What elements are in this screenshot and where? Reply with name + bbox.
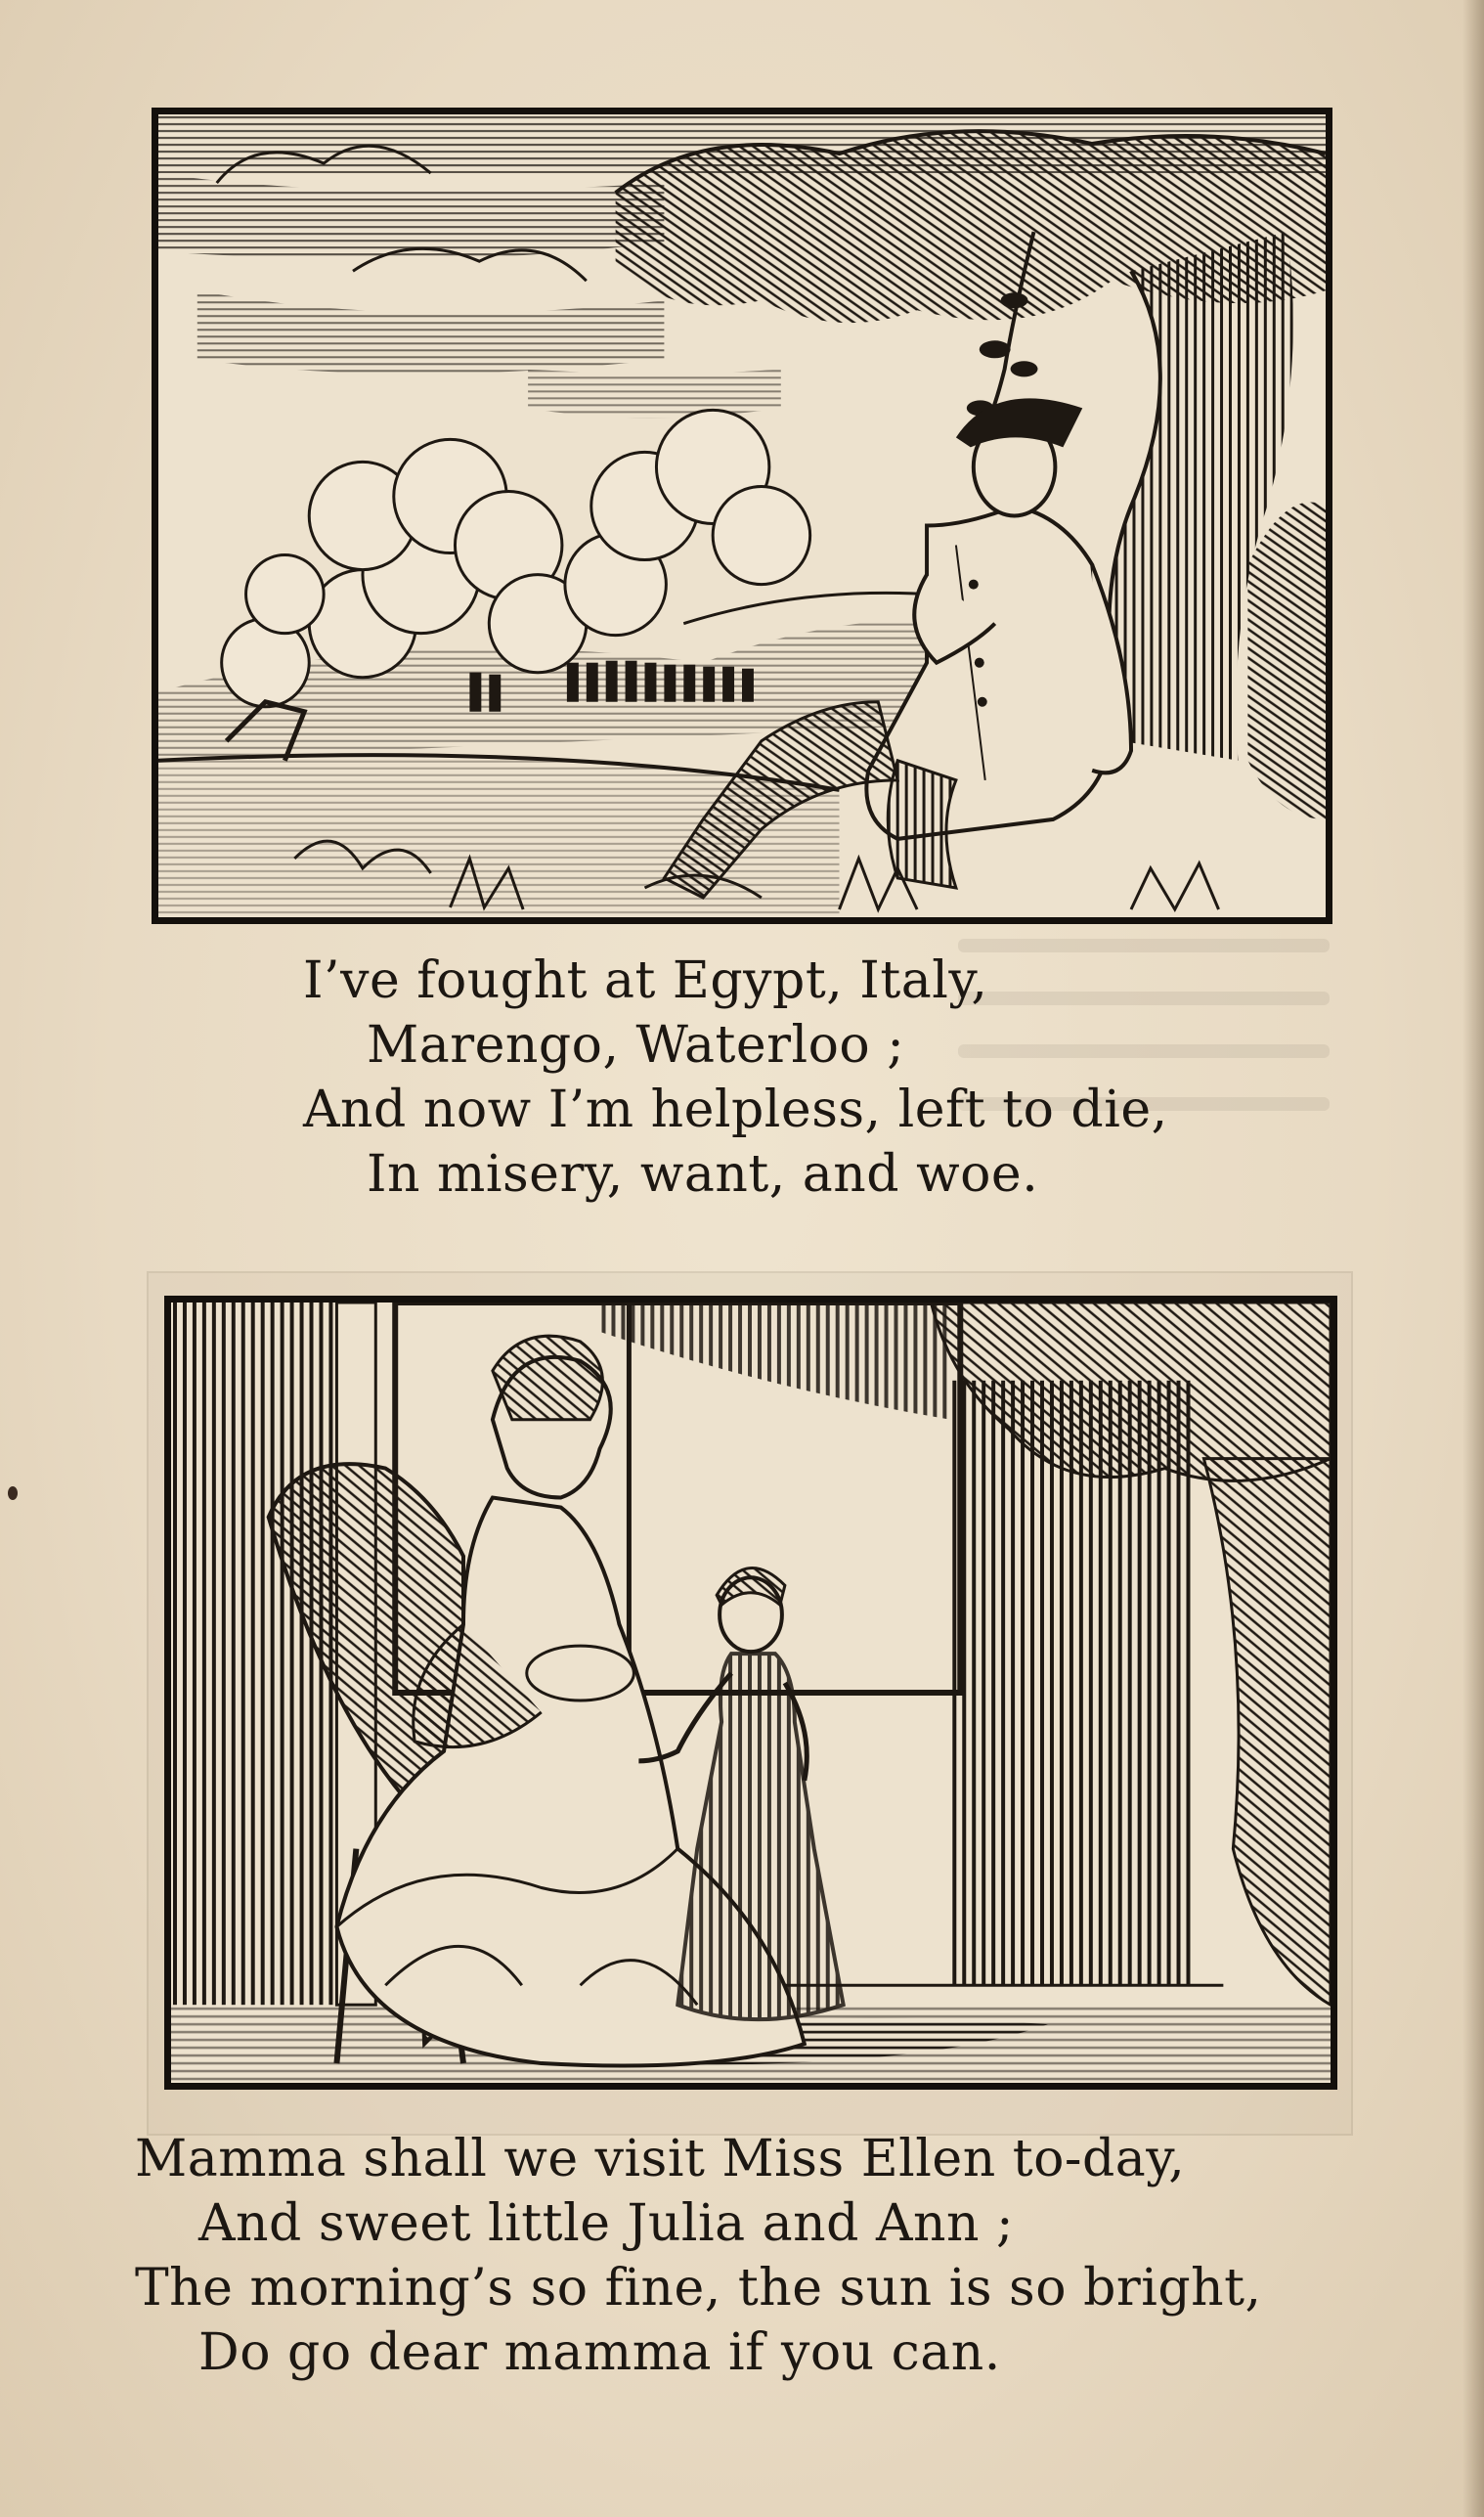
verse-soldier — [303, 949, 1168, 1207]
verse-line: The morning’s so fine, the sun is so bright, — [135, 2259, 1262, 2318]
verse-line: And sweet little Julia and Ann ; — [198, 2194, 1015, 2253]
verse-line: Marengo, Waterloo ; — [367, 1016, 905, 1075]
verse-line: In misery, want, and woe. — [367, 1145, 1039, 1204]
verse-line: Mamma shall we visit Miss Ellen to-day, — [135, 2130, 1186, 2188]
ink-blot — [8, 1486, 18, 1500]
mother-daughter-engraving — [171, 1303, 1331, 2083]
verse-line: I’ve fought at Egypt, Italy, — [303, 951, 988, 1010]
verse-line: And now I’m helpless, left to die, — [303, 1081, 1168, 1139]
verse-visit — [135, 2127, 1262, 2385]
illustration-soldier — [152, 108, 1332, 924]
illustration-mother-daughter — [164, 1296, 1337, 2090]
page-edge-shadow — [1462, 0, 1484, 2517]
verse-line: Do go dear mamma if you can. — [198, 2323, 1001, 2382]
soldier-engraving — [158, 114, 1326, 917]
